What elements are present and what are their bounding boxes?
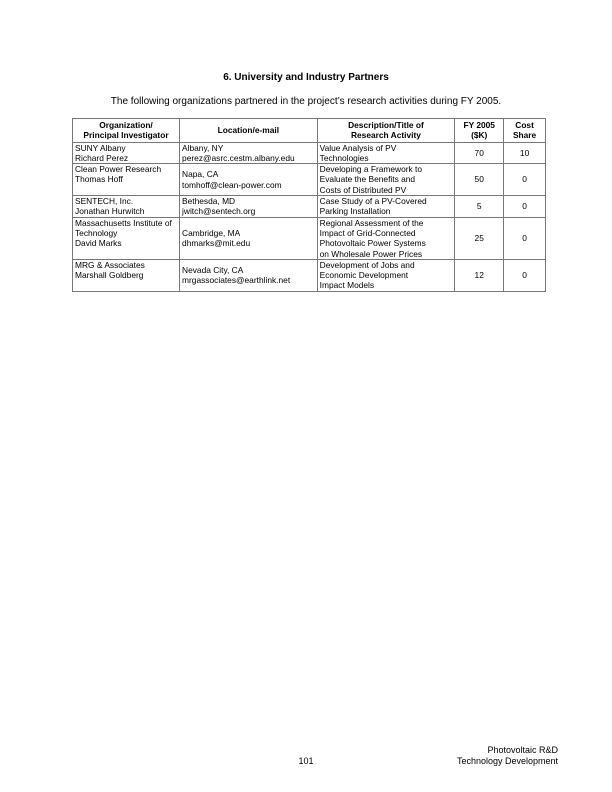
cell-cost-share: 0 <box>504 196 546 218</box>
table-row <box>73 196 546 218</box>
cell-location: Cambridge, MA dhmarks@mit.edu <box>180 217 318 259</box>
cell-organization: SENTECH, Inc. Jonathan Hurwitch <box>73 196 180 218</box>
cell-description: Value Analysis of PV Technologies <box>317 142 455 164</box>
cell-description: Developing a Framework to Evaluate the Benefits and Costs of Distributed PV <box>317 164 455 196</box>
cell-cost-share: 0 <box>504 217 546 259</box>
cell-organization: Massachusetts Institute of Technology David Marks <box>73 217 180 259</box>
header-description: Description/Title of Research Activity <box>317 119 455 143</box>
page-number: 101 <box>298 756 314 766</box>
cell-organization: MRG & Associates Marshall Goldberg <box>73 259 180 291</box>
cell-description: Development of Jobs and Economic Development Impact Models <box>317 259 455 291</box>
table-row <box>73 142 546 164</box>
cell-location: Bethesda, MD jwitch@sentech.org <box>180 196 318 218</box>
cell-description: Regional Assessment of the Impact of Grid-Connected Photovoltaic Power Systems on Wholesale Power Prices <box>317 217 455 259</box>
cell-cost-share: 0 <box>504 259 546 291</box>
cell-description: Case Study of a PV-Covered Parking Installation <box>317 196 455 218</box>
running-footer: Photovoltaic R&D Technology Development <box>456 745 558 766</box>
header-organization: Organization/ Principal Investigator <box>73 119 180 143</box>
partners-table <box>72 118 546 292</box>
cell-cost-share: 10 <box>504 142 546 164</box>
cell-organization: Clean Power Research Thomas Hoff <box>73 164 180 196</box>
cell-fy2005: 70 <box>455 142 504 164</box>
cell-cost-share: 0 <box>504 164 546 196</box>
table-row <box>73 164 546 196</box>
header-location: Location/e-mail <box>180 119 318 143</box>
header-fy2005: FY 2005 ($K) <box>455 119 504 143</box>
table-row <box>73 217 546 259</box>
cell-location: Nevada City, CA mrgassociates@earthlink.net <box>180 259 318 291</box>
header-cost-share: Cost Share <box>504 119 546 143</box>
cell-fy2005: 50 <box>455 164 504 196</box>
cell-fy2005: 25 <box>455 217 504 259</box>
section-title: 6. University and Industry Partners <box>223 72 389 83</box>
cell-fy2005: 12 <box>455 259 504 291</box>
cell-location: Albany, NY perez@asrc.cestm.albany.edu <box>180 142 318 164</box>
cell-fy2005: 5 <box>455 196 504 218</box>
cell-location: Napa, CA tomhoff@clean-power.com <box>180 164 318 196</box>
table-row <box>73 259 546 291</box>
intro-paragraph: The following organizations partnered in the project’s research activities during FY 2005. <box>110 96 502 107</box>
table-header-row <box>73 119 546 143</box>
cell-organization: SUNY Albany Richard Perez <box>73 142 180 164</box>
